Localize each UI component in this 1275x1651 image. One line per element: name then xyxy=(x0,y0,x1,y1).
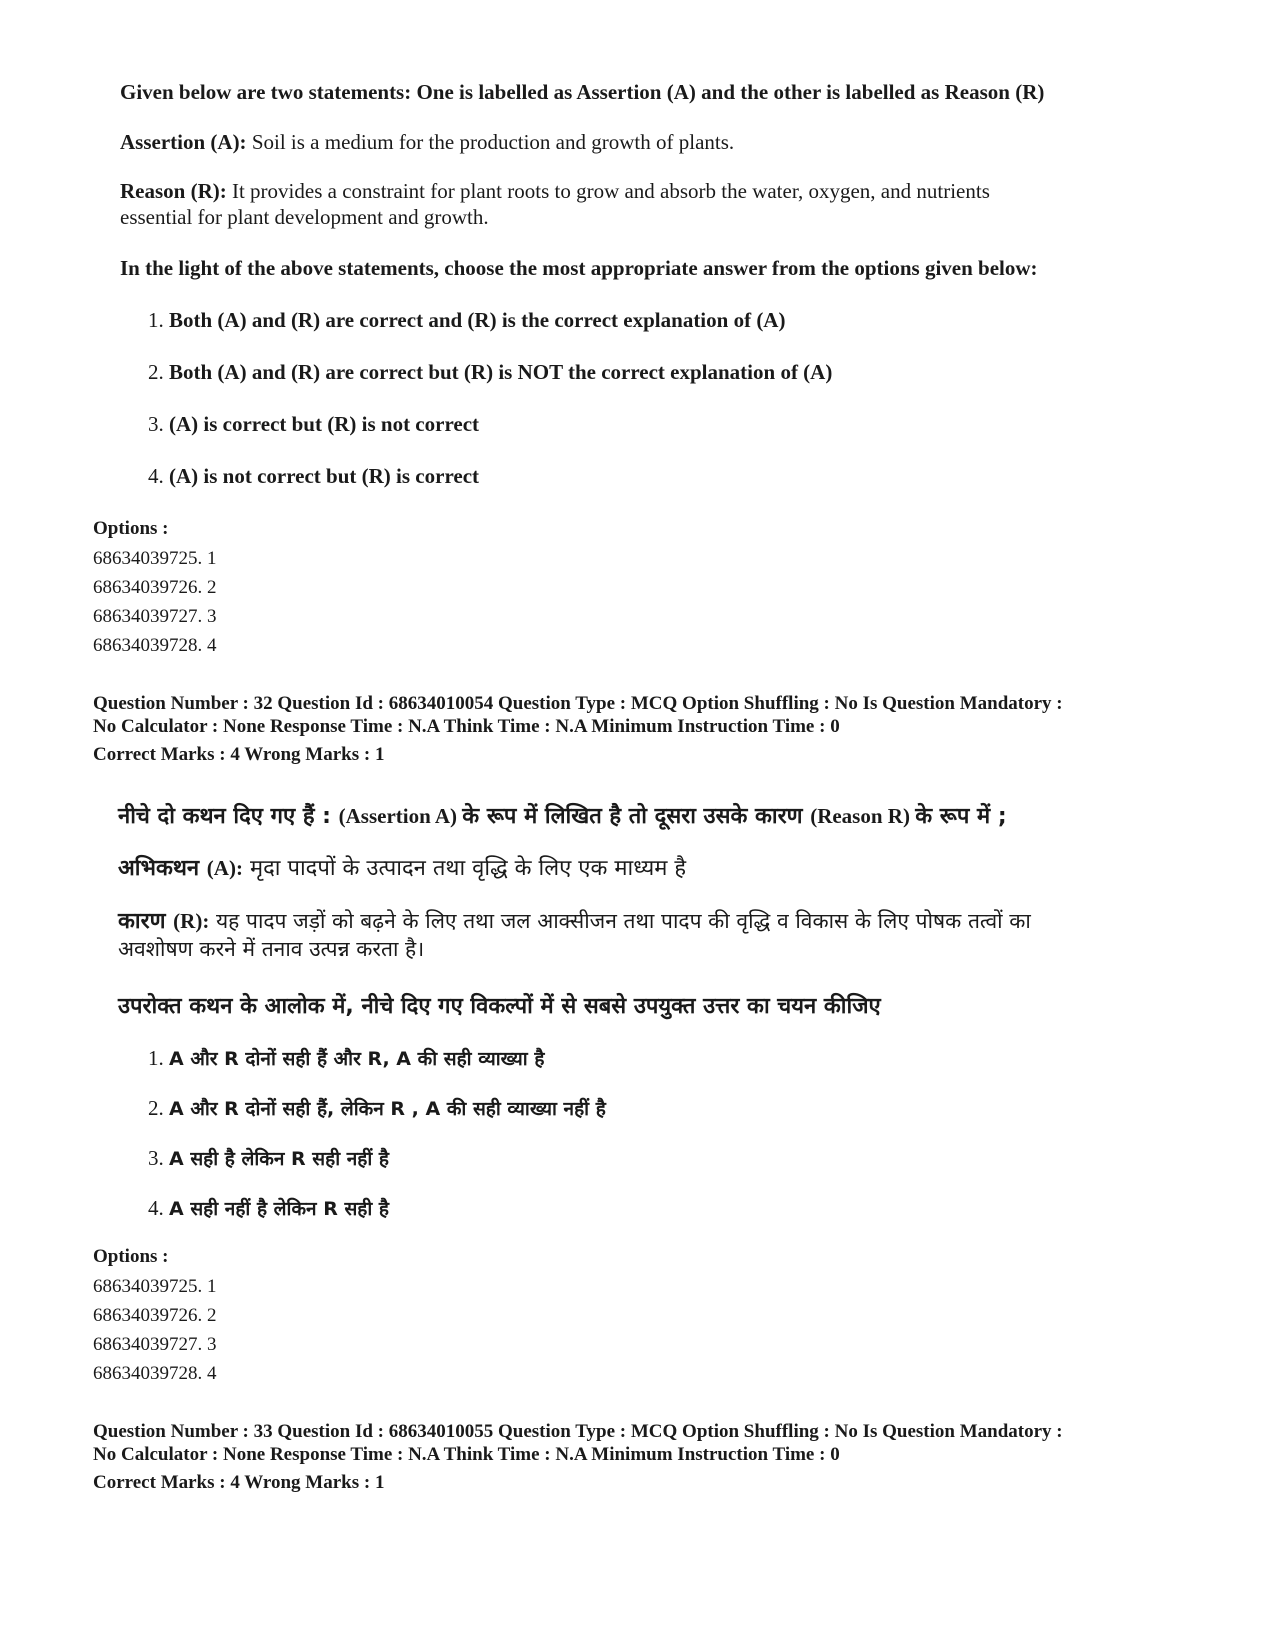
q32-choice-3 xyxy=(148,1145,389,1171)
q31-choice-4 xyxy=(148,464,479,489)
q32-choice-2 xyxy=(148,1095,606,1121)
q32-assertion-text: मृदा पादपों के उत्पादन तथा वृद्धि के लिए एक माध्यम है xyxy=(242,856,687,881)
q31-choice-3 xyxy=(148,412,479,437)
q33-meta-line-3: Correct Marks : 4 Wrong Marks : 1 xyxy=(93,1472,385,1493)
choice-number: 4. xyxy=(148,1196,164,1220)
option-id: 68634039727. 3 xyxy=(93,1334,217,1355)
q31-reason-text-1: It provides a constraint for plant roots to grow and absorb the water, oxygen, and nutrients xyxy=(226,179,990,203)
option-id: 68634039725. 1 xyxy=(93,1276,217,1297)
choice-text: A और R दोनों सही हैं और R, A की सही व्याख्या है xyxy=(169,1048,545,1070)
q31-choice-2 xyxy=(148,360,832,385)
q32-intro-en-1: (Assertion A) xyxy=(338,804,463,828)
q32-reason-text-2: अवशोषण करने में तनाव उत्पन्न करता है। xyxy=(118,937,425,961)
choice-text: Both (A) and (R) are correct but (R) is NOT the correct explanation of (A) xyxy=(169,360,833,384)
choice-number: 1. xyxy=(148,1046,164,1070)
q31-reason-text-2: essential for plant development and growth. xyxy=(120,205,489,229)
option-id: 68634039725. 1 xyxy=(93,548,217,569)
choice-number: 3. xyxy=(148,412,164,436)
q31-assertion xyxy=(120,130,734,155)
choice-number: 4. xyxy=(148,464,164,488)
q32-reason-label-hi: कारण xyxy=(118,909,174,934)
q32-options-list xyxy=(93,1272,217,1388)
q31-reason-label: Reason (R): xyxy=(120,179,227,203)
option-id: 68634039727. 3 xyxy=(93,606,217,627)
q32-reason xyxy=(118,905,1031,935)
q32-meta-line-1: Question Number : 32 Question Id : 68634010054 Question Type : MCQ Option Shuffling : No Is Question Mandatory : xyxy=(93,693,1063,714)
q31-choice-1 xyxy=(148,308,785,333)
q32-instruction: उपरोक्त कथन के आलोक में, नीचे दिए गए विकल्पों में से सबसे उपयुक्त उत्तर का चयन कीजिए xyxy=(118,994,881,1019)
q32-reason-text-1: यह पादप जड़ों को बढ़ने के लिए तथा जल आक्सीजन तथा पादप की वृद्धि व विकास के लिए पोषक तत्वों का xyxy=(209,909,1031,933)
q32-assertion xyxy=(118,852,686,882)
q32-assertion-label-hi: अभिकथन xyxy=(118,856,207,881)
q32-meta-line-3: Correct Marks : 4 Wrong Marks : 1 xyxy=(93,744,385,765)
q31-assertion-label: Assertion (A): xyxy=(120,130,247,154)
q31-intro: Given below are two statements: One is labelled as Assertion (A) and the other is labelled as Reason (R) xyxy=(120,80,1045,104)
choice-number: 2. xyxy=(148,360,164,384)
option-id: 68634039726. 2 xyxy=(93,1305,217,1326)
q32-intro-hi-3: के रूप में ; xyxy=(915,804,1007,829)
q33-meta-line-2: No Calculator : None Response Time : N.A Think Time : N.A Minimum Instruction Time : 0 xyxy=(93,1444,840,1465)
q32-reason-label-en: (R): xyxy=(173,909,210,933)
q31-assertion-text: Soil is a medium for the production and growth of plants. xyxy=(246,130,735,154)
q32-choice-1 xyxy=(148,1045,544,1071)
choice-number: 3. xyxy=(148,1146,164,1170)
q33-meta-line-1: Question Number : 33 Question Id : 68634010055 Question Type : MCQ Option Shuffling : No Is Question Mandatory : xyxy=(93,1421,1063,1442)
q31-instruction: In the light of the above statements, choose the most appropriate answer from the options given below: xyxy=(120,256,1038,280)
q31-options-list xyxy=(93,544,217,660)
q32-assertion-label-en: (A): xyxy=(206,856,243,880)
option-id: 68634039726. 2 xyxy=(93,577,217,598)
choice-text: Both (A) and (R) are correct and (R) is the correct explanation of (A) xyxy=(169,308,786,332)
q32-intro xyxy=(118,800,1007,830)
q32-intro-hi-1: नीचे दो कथन दिए गए हैं : xyxy=(118,804,339,829)
option-id: 68634039728. 4 xyxy=(93,1363,217,1384)
q32-choice-4 xyxy=(148,1195,389,1221)
choice-number: 1. xyxy=(148,308,164,332)
choice-text: (A) is correct but (R) is not correct xyxy=(169,412,480,436)
q32-options-heading: Options : xyxy=(93,1246,169,1267)
q32-intro-hi-2: के रूप में लिखित है तो दूसरा उसके कारण xyxy=(462,804,811,829)
choice-text: (A) is not correct but (R) is correct xyxy=(169,464,480,488)
choice-text: A सही नहीं है लेकिन R सही है xyxy=(169,1198,390,1220)
choice-text: A और R दोनों सही हैं, लेकिन R , A की सही व्याख्या नहीं है xyxy=(169,1098,606,1120)
choice-text: A सही है लेकिन R सही नहीं है xyxy=(169,1148,390,1170)
q31-reason xyxy=(120,179,990,204)
q32-intro-en-2: (Reason R) xyxy=(810,804,916,828)
q32-meta-line-2: No Calculator : None Response Time : N.A Think Time : N.A Minimum Instruction Time : 0 xyxy=(93,716,840,737)
choice-number: 2. xyxy=(148,1096,164,1120)
option-id: 68634039728. 4 xyxy=(93,635,217,656)
q31-options-heading: Options : xyxy=(93,518,169,539)
